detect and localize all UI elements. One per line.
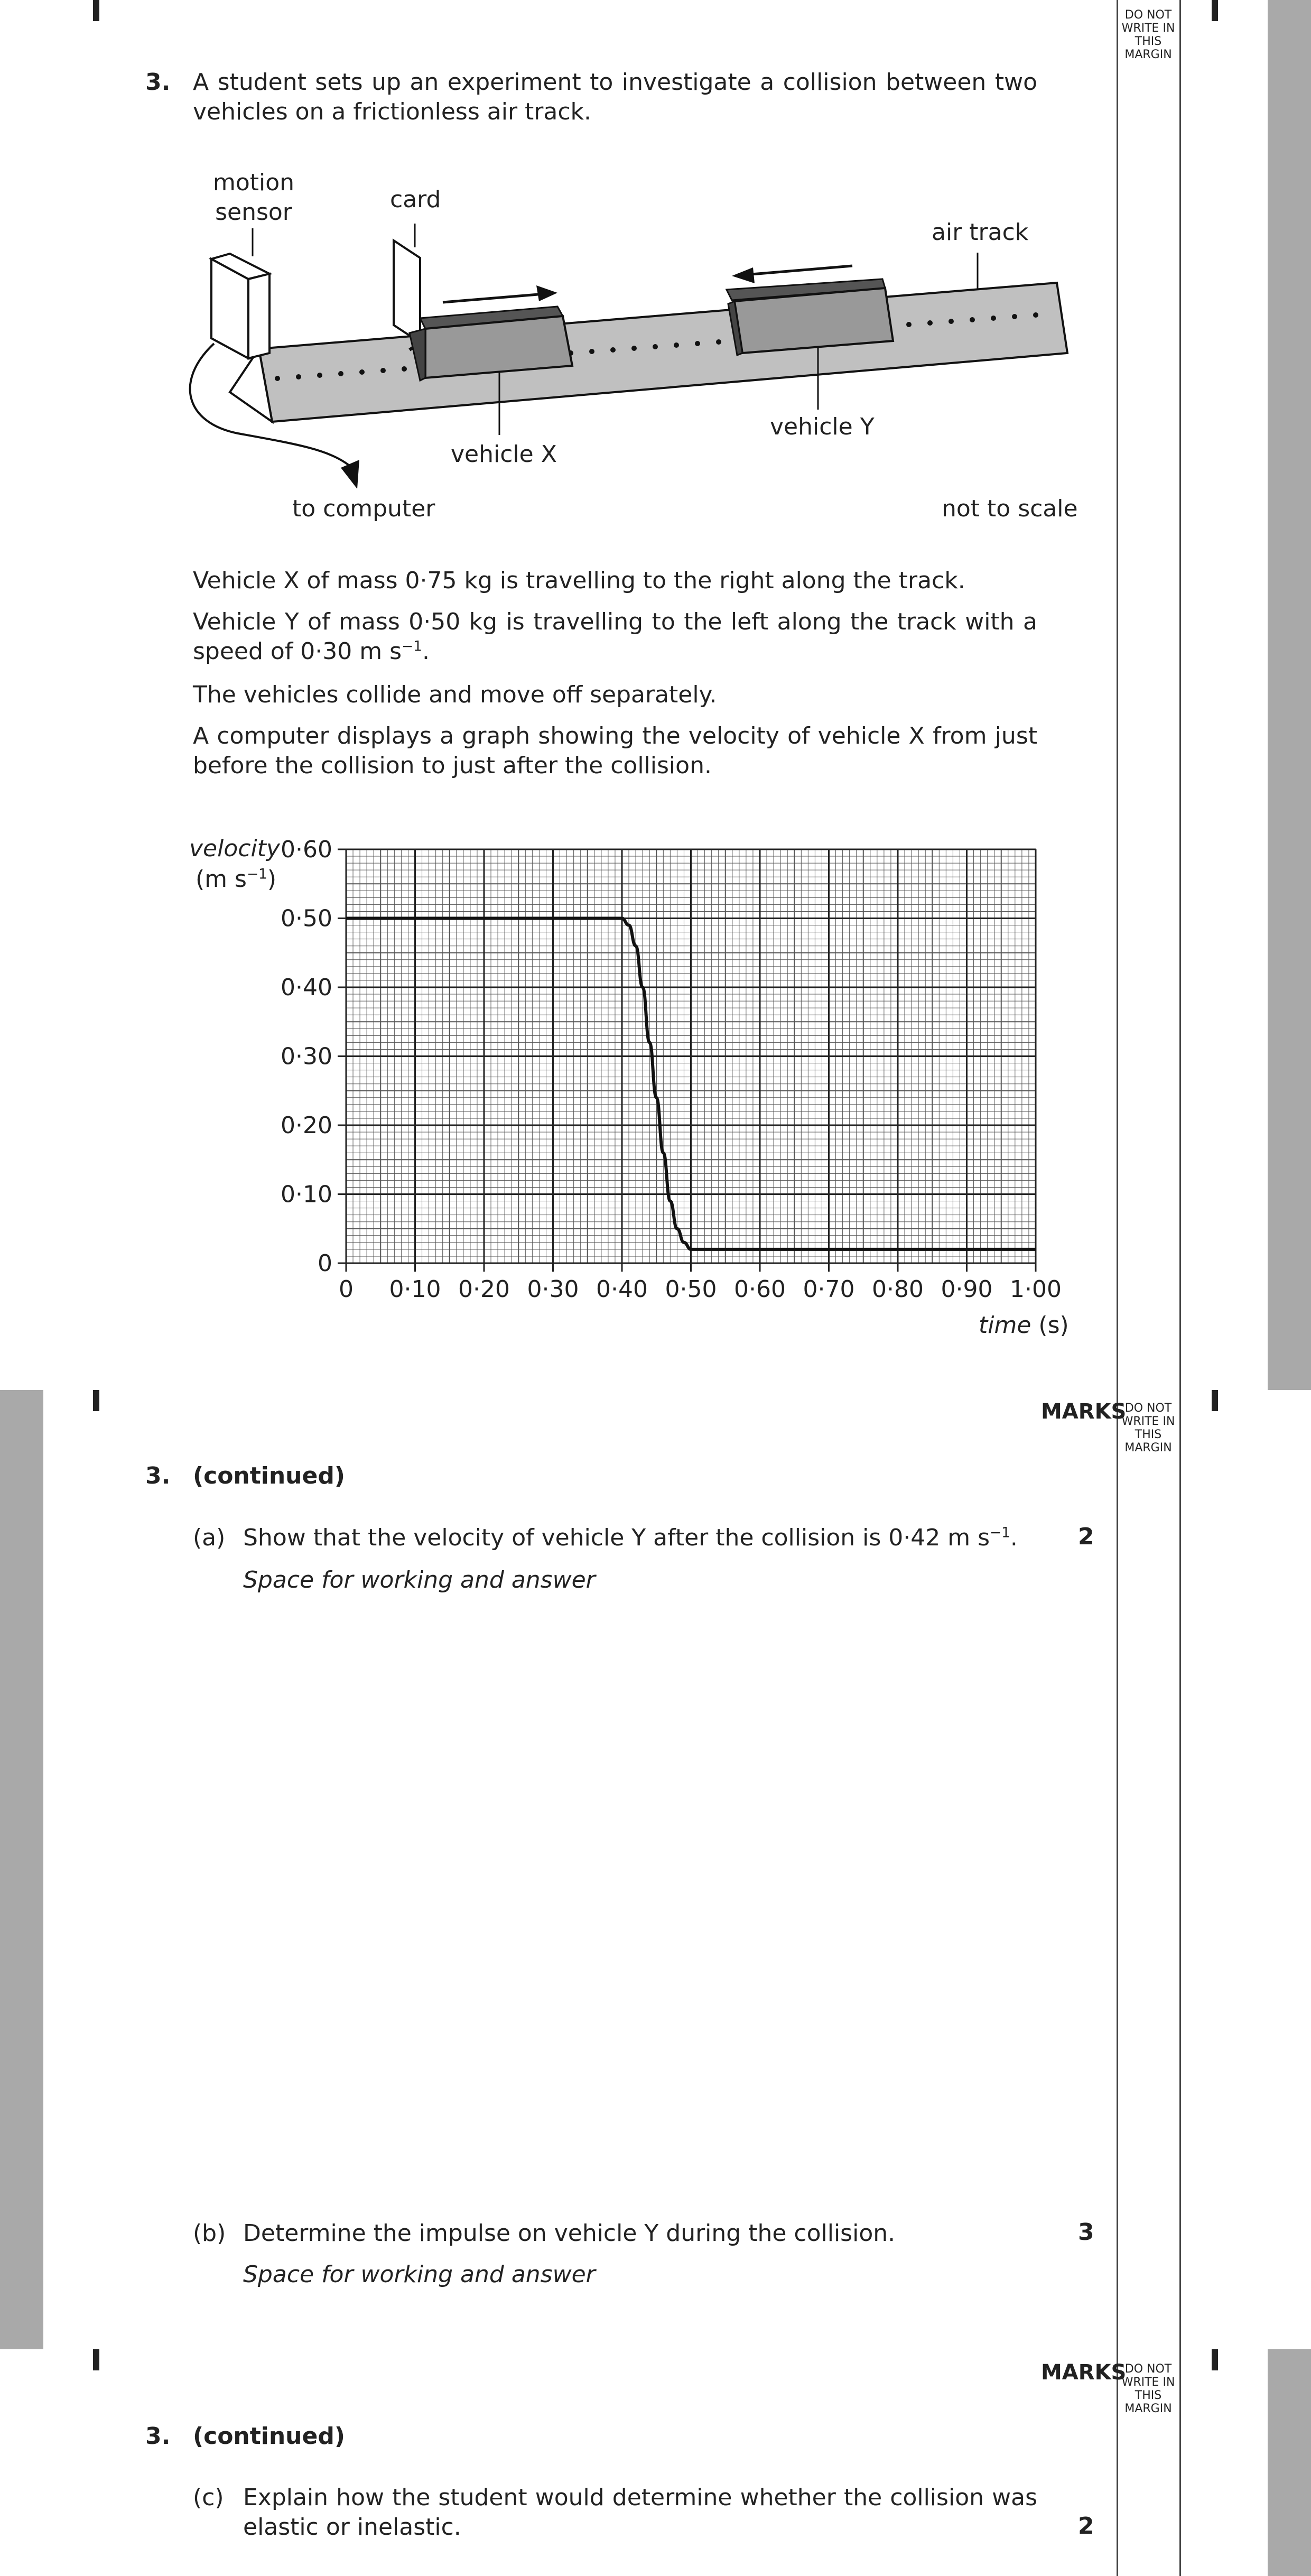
paragraph-vehicle-y-end: . [422, 638, 430, 665]
part-b-label: (b) [193, 2220, 226, 2247]
graph-tick-labels [281, 836, 1062, 1303]
part-a-answer-area[interactable] [243, 1607, 1089, 2209]
part-b-answer-area[interactable] [243, 2296, 1089, 2344]
x-tick-label: 0·20 [458, 1276, 510, 1303]
part-a-end: . [1010, 1524, 1018, 1551]
graph-x-label-text: time [979, 1312, 1031, 1339]
x-tick-label: 0·40 [596, 1276, 648, 1303]
label-card: card [390, 186, 441, 213]
part-b-working-space-label: Space for working and answer [243, 2261, 596, 2288]
paragraph-collide: The vehicles collide and move off separately. [193, 681, 717, 708]
x-tick-label: 0·30 [527, 1276, 579, 1303]
part-c-label: (c) [193, 2484, 224, 2511]
margin-note-2: DO NOT WRITE IN THIS MARGIN [1121, 1402, 1175, 1454]
part-a-question: Show that the velocity of vehicle Y after the collision is 0·42 m s [243, 1524, 990, 1551]
part-c-text: Explain how the student would determine whether the collision was elastic or inelastic. [243, 2484, 1037, 2541]
graph-y-unit-sup: −1 [246, 866, 267, 883]
margin-note-1: DO NOT WRITE IN THIS MARGIN [1121, 8, 1175, 61]
question-number-2: 3. [145, 1462, 171, 1489]
graph-y-label-text: velocity [189, 835, 280, 862]
page2-left-band [0, 1390, 43, 2349]
y-tick-label: 0·40 [281, 974, 332, 1001]
part-a-working-space-label: Space for working and answer [243, 1567, 596, 1593]
x-tick-label: 0·50 [665, 1276, 717, 1303]
margin-note-3: DO NOT WRITE IN THIS MARGIN [1121, 2362, 1175, 2415]
page3-right-band [1268, 2349, 1311, 2576]
crop-mark [1212, 2349, 1218, 2370]
part-a-text [243, 1523, 1025, 1553]
label-to-computer: to computer [292, 495, 435, 522]
unit-superscript: −1 [402, 638, 422, 655]
continued-heading-3: (continued) [193, 2423, 345, 2450]
x-tick-label: 0·60 [734, 1276, 786, 1303]
part-b-text: Determine the impulse on vehicle Y during the collision. [243, 2220, 896, 2247]
graph-y-unit [196, 865, 276, 894]
y-tick-label: 0·10 [281, 1181, 332, 1208]
graph-y-label [189, 834, 280, 864]
part-a-unit-sup: −1 [990, 1524, 1010, 1541]
crop-mark [93, 1390, 99, 1411]
y-tick-label: 0·30 [281, 1043, 332, 1070]
part-b-marks: 3 [1078, 2219, 1094, 2246]
paragraph-vehicle-y-text: Vehicle Y of mass 0·50 kg is travelling to the left along the track with a speed of 0·30 m s [193, 608, 1037, 665]
label-motion-sensor: motion sensor [212, 169, 295, 226]
graph-axis-ticks [338, 849, 1036, 1272]
x-tick-label: 0·70 [803, 1276, 855, 1303]
label-vehicle-y: vehicle Y [770, 413, 875, 440]
graph-y-unit-close: ) [267, 866, 277, 893]
x-tick-label: 0·80 [872, 1276, 924, 1303]
question-intro: A student sets up an experiment to investigate a collision between two vehicles on a frictionless air track. [193, 69, 1037, 125]
graph-y-unit-text: (m s [196, 866, 247, 893]
question-number-3: 3. [145, 2423, 171, 2450]
marks-header-2: MARKS [1041, 1400, 1127, 1424]
x-tick-label: 0 [339, 1276, 354, 1303]
paragraph-graph-intro: A computer displays a graph showing the velocity of vehicle X from just before the collision to just after the collision. [193, 722, 1037, 779]
label-not-to-scale: not to scale [942, 495, 1078, 522]
continued-heading-2: (continued) [193, 1462, 345, 1489]
part-a-marks: 2 [1078, 1523, 1094, 1550]
part-c-marks: 2 [1078, 2513, 1094, 2540]
marks-header-3: MARKS [1041, 2360, 1127, 2385]
part-a-label: (a) [193, 1524, 226, 1551]
y-tick-label: 0·20 [281, 1112, 332, 1139]
y-tick-label: 0 [318, 1250, 332, 1277]
question-number: 3. [145, 69, 171, 96]
y-tick-label: 0·60 [281, 836, 332, 863]
label-vehicle-x: vehicle X [451, 441, 557, 468]
x-tick-label: 1·00 [1010, 1276, 1062, 1303]
graph-x-unit: (s) [1031, 1312, 1069, 1339]
y-tick-label: 0·50 [281, 905, 332, 932]
crop-mark [93, 2349, 99, 2370]
crop-mark [1212, 1390, 1218, 1411]
label-air-track: air track [932, 219, 1029, 246]
x-tick-label: 0·90 [941, 1276, 993, 1303]
x-tick-label: 0·10 [389, 1276, 441, 1303]
paragraph-vehicle-x: Vehicle X of mass 0·75 kg is travelling to the right along the track. [193, 567, 965, 594]
graph-x-label [979, 1311, 1069, 1340]
